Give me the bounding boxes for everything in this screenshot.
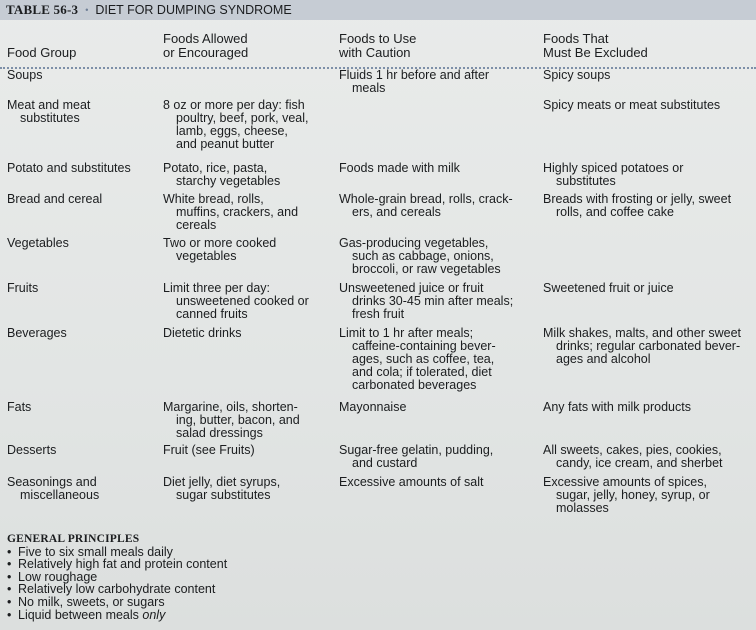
cell-line: and cola; if tolerated, diet (352, 365, 492, 379)
cell-line: candy, ice cream, and sherbet (556, 456, 723, 470)
cell-line: Fruits (7, 281, 39, 295)
cell-line: Desserts (7, 443, 57, 457)
cell-line: vegetables (176, 249, 237, 263)
table-cell-group (7, 69, 157, 82)
cell-line: Unsweetened juice or fruit (339, 281, 484, 295)
table-cell-allowed (163, 401, 333, 440)
cell-line: Two or more cooked (163, 236, 277, 250)
list-item-prefix: Liquid between meals (18, 607, 143, 622)
table-title: DIET FOR DUMPING SYNDROME (95, 3, 292, 17)
cell-line: Potato, rice, pasta, (163, 161, 268, 175)
table-cell-allowed (163, 193, 333, 232)
cell-line: salad dressings (176, 426, 263, 440)
table-cell-excluded (543, 444, 755, 470)
cell-line: molasses (556, 501, 609, 515)
bullet-icon: • (7, 569, 12, 584)
cell-line: Fluids 1 hr before and after (339, 68, 490, 82)
header-line: Foods That (543, 31, 609, 46)
table-cell-excluded (543, 99, 755, 112)
cell-line: Spicy soups (543, 68, 611, 82)
table-cell-excluded (543, 282, 755, 295)
cell-line: broccoli, or raw vegetables (352, 262, 501, 276)
cell-line: drinks; regular carbonated bever- (556, 339, 741, 353)
cell-line: Meat and meat (7, 98, 91, 112)
list-item (7, 609, 227, 622)
table-cell-allowed (163, 237, 333, 263)
cell-line: All sweets, cakes, pies, cookies, (543, 443, 722, 457)
header-line: Foods to Use (339, 31, 417, 46)
cell-line: Soups (7, 68, 43, 82)
header-food-group (7, 46, 76, 60)
table-cell-excluded (543, 69, 755, 82)
table-cell-caution (339, 444, 534, 470)
cell-line: drinks 30-45 min after meals; (352, 294, 514, 308)
table-cell-allowed (163, 162, 333, 188)
cell-line: unsweetened cooked or (176, 294, 309, 308)
cell-line: Fruit (see Fruits) (163, 443, 255, 457)
table-cell-caution (339, 162, 534, 175)
cell-line: substitutes (556, 174, 616, 188)
cell-line: Beverages (7, 326, 67, 340)
cell-line: Fats (7, 400, 32, 414)
table-cell-excluded (543, 401, 755, 414)
table-cell-allowed (163, 444, 333, 457)
table-cell-caution (339, 401, 534, 414)
table-cell-caution (339, 282, 534, 321)
table-cell-group (7, 99, 157, 125)
table-cell-allowed (163, 282, 333, 321)
bullet-icon: • (7, 544, 12, 559)
cell-line: ages, such as coffee, tea, (352, 352, 495, 366)
table-cell-excluded (543, 327, 755, 366)
table-cell-caution (339, 327, 534, 392)
title-separator: • (85, 5, 89, 15)
table-title-bar (0, 0, 756, 20)
cell-line: Any fats with milk products (543, 400, 691, 414)
table-cell-excluded (543, 476, 755, 515)
list-item-text: Relatively low carbohydrate content (18, 582, 216, 597)
cell-line: ages and alcohol (556, 352, 651, 366)
cell-line: Whole-grain bread, rolls, crack- (339, 192, 513, 206)
cell-line: Bread and cereal (7, 192, 103, 206)
header-line: Must Be Excluded (543, 45, 648, 60)
header-line: Foods Allowed (163, 31, 248, 46)
cell-line: cereals (176, 218, 217, 232)
table-cell-caution (339, 237, 534, 276)
cell-line: Gas-producing vegetables, (339, 236, 489, 250)
table-cell-group (7, 162, 157, 175)
cell-line: and peanut butter (176, 137, 274, 151)
bullet-icon: • (7, 607, 12, 622)
table-cell-group (7, 237, 157, 250)
cell-line: miscellaneous (20, 488, 100, 502)
header-foods-allowed (163, 32, 248, 60)
cell-line: muffins, crackers, and (176, 205, 299, 219)
cell-line: Mayonnaise (339, 400, 407, 414)
header-line: or Encouraged (163, 45, 249, 60)
cell-line: Milk shakes, malts, and other sweet (543, 326, 741, 340)
table-cell-group (7, 476, 157, 502)
bullet-icon: • (7, 594, 12, 609)
table-cell-excluded (543, 162, 755, 188)
cell-line: sugar, jelly, honey, syrup, or (556, 488, 710, 502)
table-header (0, 22, 756, 66)
cell-line: Seasonings and (7, 475, 97, 489)
cell-line: Sweetened fruit or juice (543, 281, 674, 295)
table-cell-group (7, 444, 157, 457)
table-cell-allowed (163, 327, 333, 340)
table-cell-group (7, 401, 157, 414)
list-item-text (18, 609, 165, 622)
table-cell-caution (339, 193, 534, 219)
list-item-text: No milk, sweets, or sugars (18, 594, 165, 609)
list-item (7, 558, 227, 571)
cell-line: sugar substitutes (176, 488, 271, 502)
table-cell-allowed (163, 99, 333, 151)
cell-line: Excessive amounts of spices, (543, 475, 707, 489)
list-item-text: Low roughage (18, 569, 98, 584)
header-food-group-text: Food Group (7, 45, 77, 60)
header-foods-excluded (543, 32, 648, 60)
cell-line: substitutes (20, 111, 80, 125)
table-cell-group (7, 327, 157, 340)
cell-line: Limit to 1 hr after meals; (339, 326, 474, 340)
cell-line: Highly spiced potatoes or (543, 161, 684, 175)
cell-line: 8 oz or more per day: fish (163, 98, 305, 112)
cell-line: fresh fruit (352, 307, 405, 321)
table-number: TABLE 56-3 (6, 2, 79, 17)
list-item-text: Five to six small meals daily (18, 544, 173, 559)
header-line: with Caution (339, 45, 411, 60)
cell-line: Dietetic drinks (163, 326, 242, 340)
cell-line: such as cabbage, onions, (352, 249, 494, 263)
cell-line: carbonated beverages (352, 378, 477, 392)
bullet-icon: • (7, 582, 12, 597)
cell-line: Spicy meats or meat substitutes (543, 98, 721, 112)
table-cell-group (7, 282, 157, 295)
cell-line: Diet jelly, diet syrups, (163, 475, 281, 489)
table-cell-allowed (163, 476, 333, 502)
cell-line: Limit three per day: (163, 281, 270, 295)
cell-line: Breads with frosting or jelly, sweet (543, 192, 732, 206)
cell-line: Foods made with milk (339, 161, 460, 175)
table-cell-caution (339, 69, 534, 95)
cell-line: Sugar-free gelatin, pudding, (339, 443, 494, 457)
table-cell-group (7, 193, 157, 206)
table-cell-caution (339, 476, 534, 489)
cell-line: lamb, eggs, cheese, (176, 124, 288, 138)
cell-line: poultry, beef, pork, veal, (176, 111, 309, 125)
cell-line: Excessive amounts of salt (339, 475, 484, 489)
header-foods-caution (339, 32, 416, 60)
cell-line: ing, butter, bacon, and (176, 413, 300, 427)
cell-line: canned fruits (176, 307, 248, 321)
general-principles-title: GENERAL PRINCIPLES (7, 533, 140, 545)
general-principles-list (7, 546, 227, 609)
bullet-icon: • (7, 557, 12, 572)
cell-line: Margarine, oils, shorten- (163, 400, 298, 414)
list-item-text: Relatively high fat and protein content (18, 557, 228, 572)
cell-line: ers, and cereals (352, 205, 441, 219)
general-principles (7, 533, 227, 621)
cell-line: meals (352, 81, 386, 95)
list-item-emphasis: only (142, 607, 166, 622)
cell-line: Potato and substitutes (7, 161, 131, 175)
table-cell-excluded (543, 193, 755, 219)
cell-line: and custard (352, 456, 418, 470)
cell-line: starchy vegetables (176, 174, 281, 188)
cell-line: Vegetables (7, 236, 69, 250)
cell-line: rolls, and coffee cake (556, 205, 674, 219)
cell-line: caffeine-containing bever- (352, 339, 496, 353)
cell-line: White bread, rolls, (163, 192, 264, 206)
